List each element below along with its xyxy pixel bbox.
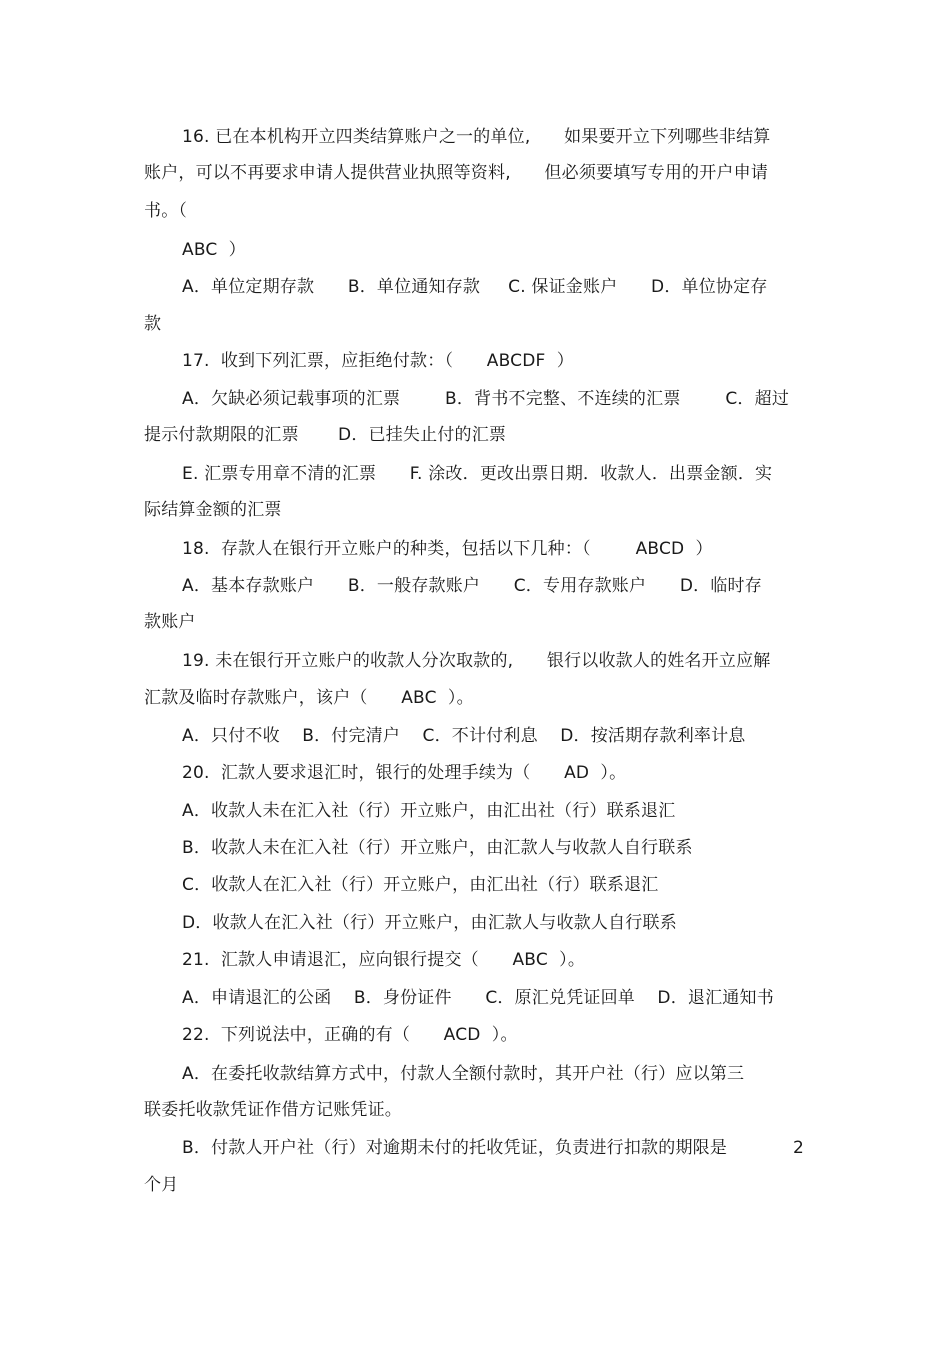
q18-options-1: A．基本存款账户 B．一般存款账户 C．专用存款账户 D．临时存 [182, 576, 762, 596]
q16-options: A．单位定期存款 B．单位通知存款 C. 保证金账户 D．单位协定存 [182, 277, 768, 297]
q17-options-1: A．欠缺必须记载事项的汇票 B．背书不完整、不连续的汇票 C．超过 [182, 389, 790, 409]
q19-stem-1: 19. 未在银行开立账户的收款人分次取款的, 银行以收款人的姓名开立应解 [182, 651, 771, 671]
q18-options-2: 款账户 [144, 612, 196, 632]
q16-options-cont: 款 [144, 314, 162, 334]
q17-options-2: 提示付款期限的汇票 D．已挂失止付的汇票 [144, 425, 507, 445]
q22-option-a-2: 联委托收款凭证作借方记账凭证。 [144, 1100, 402, 1120]
q18-stem: 18. 存款人在银行开立账户的种类，包括以下几种：（ ABCD ） [182, 539, 713, 559]
q20-option-d: D．收款人在汇入社（行）开立账户，由汇款人与收款人自行联系 [182, 913, 677, 933]
q20-option-a: A．收款人未在汇入社（行）开立账户，由汇出社（行）联系退汇 [182, 801, 676, 821]
q17-options-4: 际结算金额的汇票 [144, 500, 282, 520]
q16-line-2: 账户，可以不再要求申请人提供营业执照等资料, 但必须要填写专用的开户申请 [144, 163, 769, 183]
q16-answer: ABC ） [182, 240, 246, 260]
q21-options: A．申请退汇的公函 B．身份证件 C．原汇兑凭证回单 D．退汇通知书 [182, 988, 774, 1008]
q22-stem: 22. 下列说法中，正确的有（ ACD ）。 [182, 1025, 518, 1045]
q20-option-b: B．收款人未在汇入社（行）开立账户，由汇款人与收款人自行联系 [182, 838, 693, 858]
q16-line-1: 16. 已在本机构开立四类结算账户之一的单位, 如果要开立下列哪些非结算 [182, 127, 771, 147]
q22-option-b-2: 个月 [144, 1175, 179, 1195]
q19-options: A．只付不收 B．付完清户 C．不计付利息 D．按活期存款利率计息 [182, 726, 746, 746]
q21-stem: 21. 汇款人申请退汇，应向银行提交（ ABC ）。 [182, 950, 586, 970]
q16-line-3: 书。（ [144, 201, 188, 221]
q19-stem-2: 汇款及临时存款账户，该户（ ABC ）。 [144, 688, 474, 708]
q22-option-b-1: B．付款人开户社（行）对逾期未付的托收凭证，负责进行扣款的期限是 [182, 1138, 728, 1158]
q22-option-b-number: 2 [793, 1138, 805, 1158]
q20-stem: 20. 汇款人要求退汇时，银行的处理手续为（ AD ）。 [182, 763, 627, 783]
q22-option-a-1: A．在委托收款结算方式中，付款人全额付款时，其开户社（行）应以第三 [182, 1064, 745, 1084]
q17-options-3: E. 汇票专用章不清的汇票 F. 涂改．更改出票日期．收款人．出票金额．实 [182, 464, 773, 484]
q17-stem: 17. 收到下列汇票，应拒绝付款：（ ABCDF ） [182, 351, 574, 371]
q20-option-c: C．收款人在汇入社（行）开立账户，由汇出社（行）联系退汇 [182, 875, 659, 895]
